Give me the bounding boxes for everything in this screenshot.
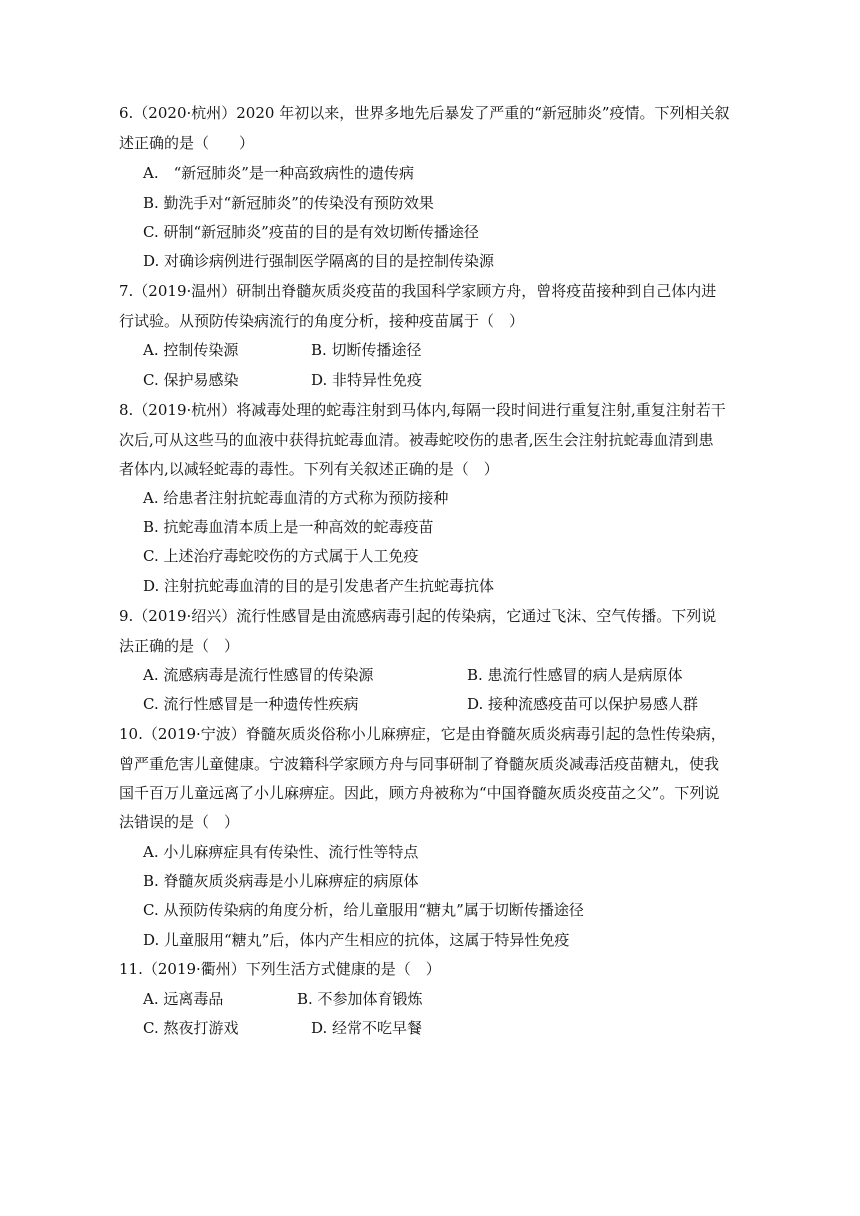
question-11-option-c: C. 熬夜打游戏 (143, 1019, 239, 1037)
question-9-option-b: B. 患流行性感冒的病人是病原体 (467, 666, 683, 684)
question-7-option-a: A. 控制传染源 (143, 341, 239, 359)
question-11-option-d: D. 经常不吃早餐 (311, 1019, 423, 1037)
question-8-stem-line-2: 次后,可从这些马的血液中获得抗蛇毒血清。被毒蛇咬伤的患者,医生会注射抗蛇毒血清到患 (119, 431, 714, 449)
question-9-stem-line-2: 法正确的是（ ） (119, 637, 240, 655)
question-10-option-c: C. 从预防传染病的角度分析，给儿童服用“糖丸”属于切断传播途径 (143, 901, 584, 919)
question-7-stem-line-2: 行试验。从预防传染病流行的角度分析，接种疫苗属于（ ） (119, 312, 525, 330)
question-6-stem-line-2: 述正确的是（ ） (119, 134, 255, 152)
question-10-stem-line-1: 10.（2019·宁波）脊髓灰质炎俗称小儿麻痹症，它是由脊髓灰质炎病毒引起的急性传染病， (119, 725, 726, 743)
question-10-stem-line-3: 国千百万儿童远离了小儿麻痹症。因此，顾方舟被称为“中国脊髓灰质炎疫苗之父”。下列说 (119, 784, 720, 802)
question-8-option-a: A. 给患者注射抗蛇毒血清的方式称为预防接种 (143, 489, 449, 507)
question-10-stem-line-4: 法错误的是（ ） (119, 813, 240, 831)
question-9-stem-line-1: 9.（2019·绍兴）流行性感冒是由流感病毒引起的传染病，它通过飞沫、空气传播。下列说 (119, 607, 717, 625)
question-9-option-d: D. 接种流感疫苗可以保护易感人群 (467, 695, 699, 713)
question-11-option-a: A. 远离毒品 (143, 990, 224, 1008)
question-6-option-b: B. 勤洗手对“新冠肺炎”的传染没有预防效果 (143, 194, 434, 212)
question-7-option-b: B. 切断传播途径 (311, 341, 422, 359)
question-9-option-c: C. 流行性感冒是一种遗传性疾病 (143, 695, 359, 713)
question-8-option-d: D. 注射抗蛇毒血清的目的是引发患者产生抗蛇毒抗体 (143, 577, 495, 595)
question-7-stem-line-1: 7.（2019·温州）研制出脊髓灰质炎疫苗的我国科学家顾方舟，曾将疫苗接种到自己体内进 (119, 282, 717, 300)
question-6-option-a: A. “新冠肺炎”是一种高致病性的遗传病 (143, 164, 414, 182)
question-10-stem-line-2: 曾严重危害儿童健康。宁波籍科学家顾方舟与同事研制了脊髓灰质炎减毒活疫苗糖丸，使我 (119, 755, 720, 773)
question-7-option-c: C. 保护易感染 (143, 371, 239, 389)
question-6-option-d: D. 对确诊病例进行强制医学隔离的目的是控制传染源 (143, 252, 495, 270)
question-7-option-d: D. 非特异性免疫 (311, 371, 423, 389)
question-11-stem-line-1: 11.（2019·衢州）下列生活方式健康的是（ ） (119, 960, 441, 978)
question-10-option-b: B. 脊髓灰质炎病毒是小儿麻痹症的病原体 (143, 872, 419, 890)
question-6-stem-line-1: 6.（2020·杭州）2020 年初以来，世界多地先后暴发了严重的“新冠肺炎”疫情。下列相关叙 (119, 104, 730, 122)
question-8-stem-line-3: 者体内,以减轻蛇毒的毒性。下列有关叙述正确的是（ ） (119, 460, 499, 478)
question-8-option-b: B. 抗蛇毒血清本质上是一种高效的蛇毒疫苗 (143, 518, 434, 536)
question-11-option-b: B. 不参加体育锻炼 (297, 990, 423, 1008)
question-8-stem-line-1: 8.（2019·杭州）将减毒处理的蛇毒注射到马体内,每隔一段时间进行重复注射,重复注射若干 (119, 401, 726, 419)
question-6-option-c: C. 研制“新冠肺炎”疫苗的目的是有效切断传播途径 (143, 223, 479, 241)
question-10-option-d: D. 儿童服用“糖丸”后，体内产生相应的抗体，这属于特异性免疫 (143, 931, 570, 949)
question-9-option-a: A. 流感病毒是流行性感冒的传染源 (143, 666, 374, 684)
question-8-option-c: C. 上述治疗毒蛇咬伤的方式属于人工免疫 (143, 547, 419, 565)
question-10-option-a: A. 小儿麻痹症具有传染性、流行性等特点 (143, 843, 419, 861)
